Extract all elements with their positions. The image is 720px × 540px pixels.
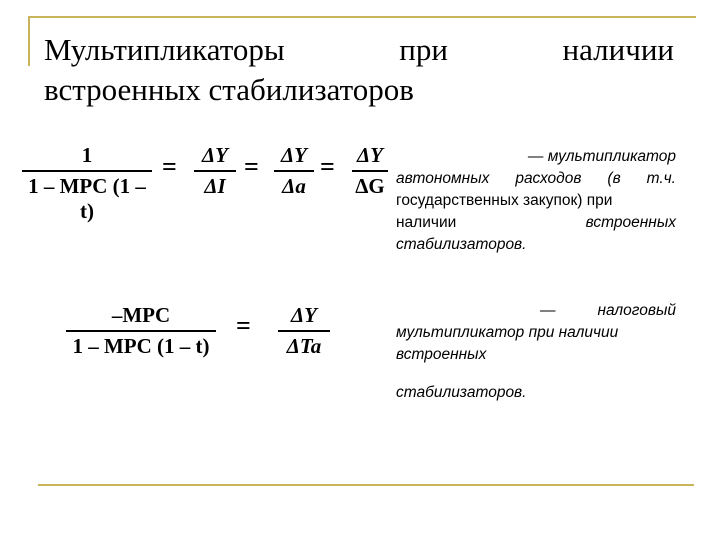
spending-multiplier-description	[396, 146, 676, 256]
fraction-3-denominator: Δa	[282, 174, 306, 198]
fraction-2-denominator: ΔI	[204, 174, 226, 198]
decorative-vertical-line	[28, 16, 30, 66]
slide-title	[44, 30, 674, 110]
description-2-word: налоговый	[597, 302, 676, 319]
fraction-1-numerator: 1	[81, 143, 93, 167]
fraction-6	[278, 303, 330, 359]
title-word-1: Мультипликаторы	[44, 32, 285, 67]
equals-sign: =	[162, 152, 177, 181]
description-2-line-2: мультипликатор при наличии	[396, 324, 619, 341]
fraction-1-denominator: 1 – MPC (1 – t)	[28, 174, 146, 223]
description-1-line-4-a: наличии	[396, 214, 457, 231]
decorative-top-line	[28, 16, 696, 18]
fraction-2-numerator: ΔY	[202, 143, 228, 167]
description-1-line-5: стабилизаторов.	[396, 236, 527, 253]
fraction-4	[352, 143, 388, 199]
equals-sign: =	[320, 152, 335, 181]
description-1-line-2-prefix: автономных расходов (в т.ч.	[396, 170, 676, 187]
title-word-2: при	[399, 32, 448, 67]
fraction-3	[274, 143, 314, 199]
description-2-dash: —	[539, 302, 556, 319]
description-2-line-4: стабилизаторов.	[396, 384, 527, 401]
description-1-line-3: государственных закупок) при	[396, 192, 613, 209]
description-1-line-4-b: встроенных	[585, 214, 676, 231]
fraction-2	[194, 143, 236, 199]
title-line-2: встроенных стабилизаторов	[44, 72, 414, 107]
fraction-4-denominator: ΔG	[355, 174, 385, 198]
decorative-bottom-line	[38, 484, 694, 486]
fraction-5-numerator: –MPC	[111, 303, 171, 327]
fraction-1	[22, 143, 152, 224]
fraction-3-numerator: ΔY	[281, 143, 307, 167]
description-2-line-3: встроенных	[396, 346, 487, 363]
title-word-3: наличии	[562, 32, 674, 67]
equals-sign: =	[244, 152, 259, 181]
description-1-line-1: — мультипликатор	[527, 148, 676, 165]
fraction-4-numerator: ΔY	[357, 143, 383, 167]
fraction-5-denominator: 1 – MPC (1 – t)	[72, 334, 210, 358]
fraction-5	[66, 303, 216, 359]
equals-sign: =	[236, 311, 251, 340]
fraction-6-numerator: ΔY	[291, 303, 317, 327]
tax-multiplier-description	[396, 300, 676, 404]
fraction-6-denominator: ΔTa	[286, 334, 322, 358]
